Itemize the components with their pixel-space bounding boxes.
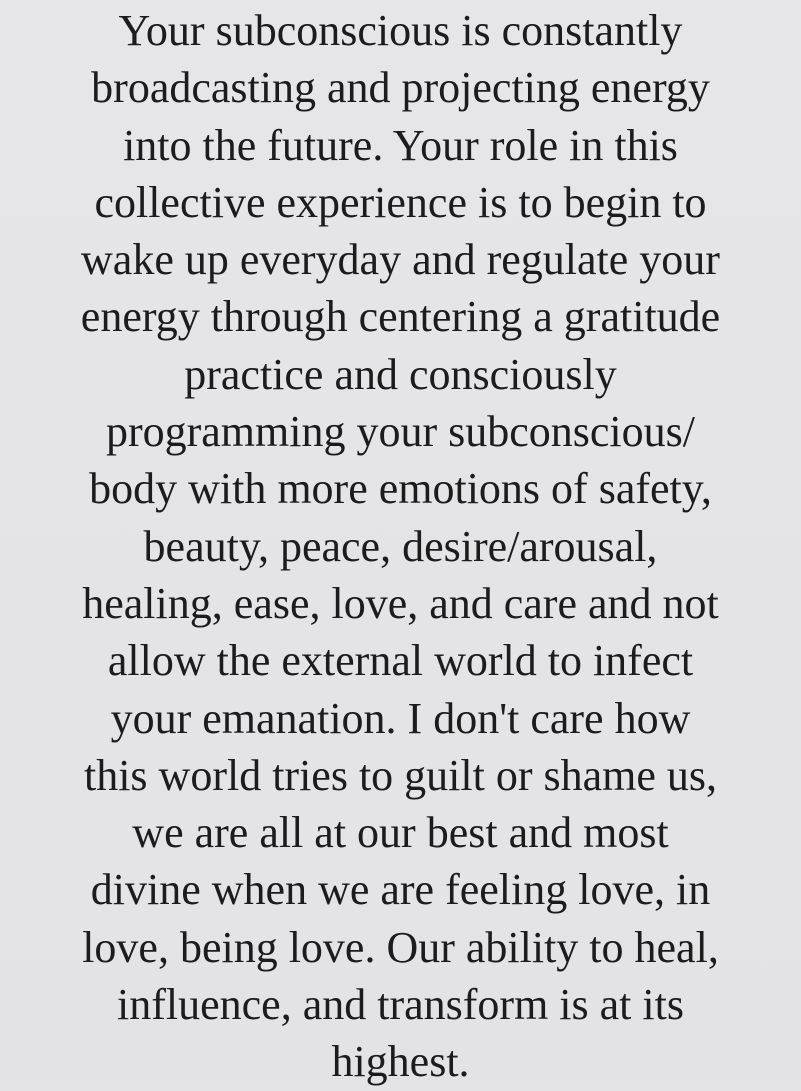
quote-line: Your subconscious is constantly <box>118 6 683 55</box>
quote-line: healing, ease, love, and care and not <box>82 578 719 628</box>
quote-line: practice and consciously <box>184 349 617 399</box>
quote-line: this world tries to guilt or shame us, <box>83 750 718 800</box>
quote-line: highest. <box>331 1037 470 1087</box>
quote-line: beauty, peace, desire/arousal, <box>143 521 658 571</box>
quote-line: your emanation. I don't care how <box>110 693 691 743</box>
quote-line: broadcasting and projecting energy <box>91 63 710 113</box>
quote-line: love, being love. Our ability to heal, <box>82 922 719 972</box>
quote-line: collective experience is to begin to <box>94 177 707 227</box>
quote-line: we are all at our best and most <box>132 808 669 858</box>
quote-line: body with more emotions of safety, <box>89 464 712 514</box>
quote-line: wake up everyday and regulate your <box>81 235 720 285</box>
quote-line: into the future. Your role in this <box>123 120 678 170</box>
quote-line: energy through centering a gratitude <box>80 292 721 342</box>
quote-line: influence, and transform is at its <box>117 980 684 1030</box>
quote-line: divine when we are feeling love, in <box>90 865 711 915</box>
quote-line: allow the external world to infect <box>107 636 694 686</box>
quote-line: programming your subconscious/ <box>105 407 696 457</box>
quote-text <box>0 2 801 1091</box>
